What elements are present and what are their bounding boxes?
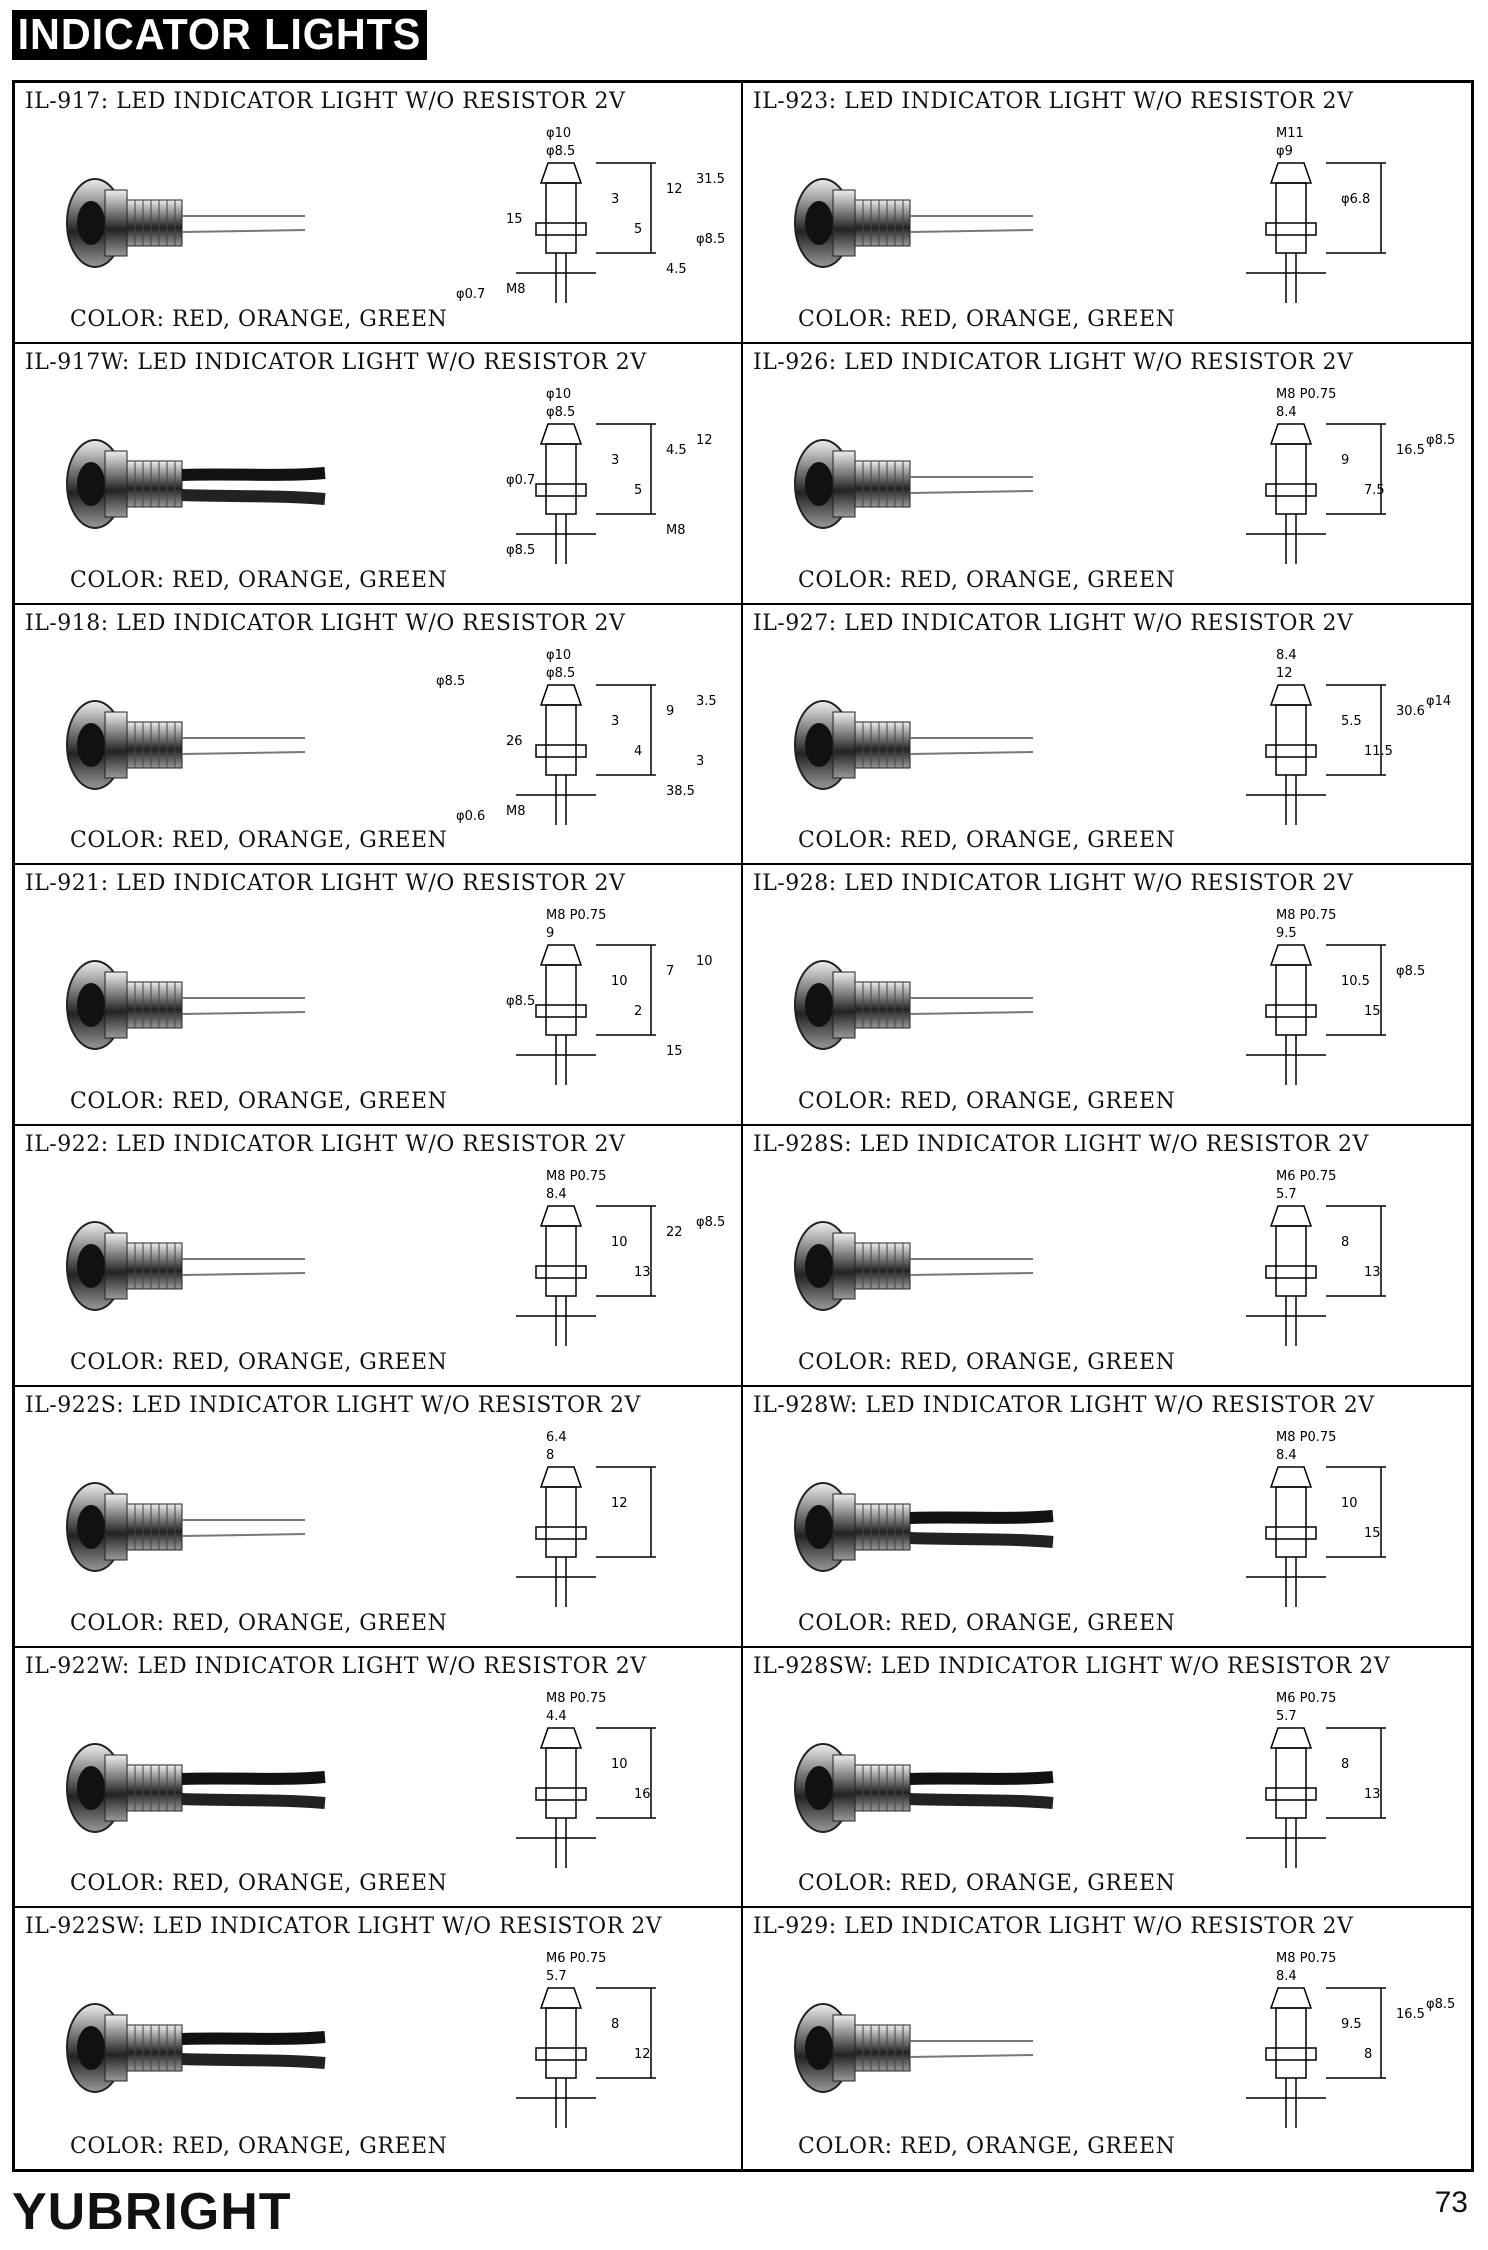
dimension-drawing [1126, 384, 1456, 584]
product-cell [743, 865, 1471, 1126]
product-cell [15, 1387, 743, 1648]
dimension-label: 15 [506, 212, 523, 227]
dimension-label: 16.5 [1396, 2007, 1425, 2023]
dimension-label: 5 [634, 222, 643, 237]
dimension-label: 8 [546, 1447, 555, 1463]
product-photo [783, 920, 1073, 1090]
dimension-label: 8.4 [1276, 1447, 1297, 1463]
product-color-options: COLOR: RED, ORANGE, GREEN [798, 828, 1176, 854]
dimension-label: M11 [1276, 126, 1304, 141]
dimension-label: 13 [1364, 1786, 1381, 1802]
dimension-label: φ10 [546, 386, 572, 402]
product-title: IL-923: LED INDICATOR LIGHT W/O RESISTOR 2V [753, 89, 1354, 114]
dimension-label: 6.4 [546, 1429, 567, 1445]
dimension-label: 15 [666, 1044, 683, 1060]
dimension-label: 10 [696, 954, 713, 970]
dimension-label: φ8.5 [546, 144, 576, 159]
dimension-label: 10.5 [1341, 974, 1370, 990]
dimension-label: M8 P0.75 [1276, 908, 1337, 924]
dimension-label: 8.4 [1276, 647, 1297, 663]
product-cell [15, 83, 743, 344]
dimension-label: 15 [1364, 1525, 1381, 1541]
product-photo [55, 1963, 345, 2133]
dimension-drawing [396, 384, 726, 584]
product-title: IL-928S: LED INDICATOR LIGHT W/O RESISTOR 2V [753, 1132, 1369, 1157]
dimension-label: M6 P0.75 [546, 1951, 607, 1967]
dimension-label: 12 [696, 432, 713, 448]
product-cell [743, 605, 1471, 866]
dimension-label: φ8.5 [506, 994, 536, 1010]
dimension-label: M6 P0.75 [1276, 1169, 1337, 1184]
product-photo [55, 1181, 345, 1351]
dimension-label: 13 [634, 1265, 651, 1280]
dimension-label: 10 [1341, 1495, 1358, 1511]
product-title: IL-928W: LED INDICATOR LIGHT W/O RESISTOR 2V [753, 1392, 1375, 1418]
dimension-label: φ8.5 [1426, 1997, 1456, 2013]
dimension-label: 3 [696, 753, 705, 769]
product-grid [12, 80, 1474, 2172]
product-color-options: COLOR: RED, ORANGE, GREEN [798, 306, 1176, 332]
product-title: IL-922S: LED INDICATOR LIGHT W/O RESISTOR 2V [25, 1392, 641, 1418]
dimension-label: 5.7 [1276, 1708, 1297, 1724]
product-cell [743, 1387, 1471, 1648]
dimension-label: 3 [611, 452, 620, 468]
product-title: IL-917: LED INDICATOR LIGHT W/O RESISTOR 2V [25, 89, 626, 114]
dimension-label: φ8.5 [546, 404, 576, 420]
dimension-label: 2 [634, 1004, 643, 1020]
dimension-label: φ10 [546, 126, 572, 141]
dimension-label: 8 [611, 2017, 620, 2033]
product-color-options: COLOR: RED, ORANGE, GREEN [798, 1610, 1176, 1636]
product-cell [15, 344, 743, 605]
product-color-options: COLOR: RED, ORANGE, GREEN [70, 2134, 448, 2159]
product-cell [15, 605, 743, 866]
dimension-label: φ8.5 [1426, 432, 1456, 448]
product-color-options: COLOR: RED, ORANGE, GREEN [70, 1610, 448, 1636]
dimension-label: φ0.6 [456, 808, 486, 824]
dimension-label: 8.4 [546, 1187, 567, 1202]
dimension-drawing [396, 123, 726, 323]
dimension-label: 4.5 [666, 262, 687, 277]
dimension-drawing [396, 1688, 726, 1888]
dimension-drawing [1126, 645, 1456, 845]
dimension-label: φ0.7 [506, 472, 536, 488]
dimension-label: M8 [506, 803, 526, 819]
product-photo [55, 138, 345, 308]
product-color-options: COLOR: RED, ORANGE, GREEN [70, 1089, 448, 1114]
dimension-label: 22 [666, 1225, 683, 1240]
product-title: IL-917W: LED INDICATOR LIGHT W/O RESISTOR 2V [25, 349, 647, 375]
dimension-label: φ8.5 [696, 232, 726, 247]
dimension-drawing [1126, 123, 1456, 323]
product-photo [783, 1963, 1073, 2133]
product-photo [55, 399, 345, 569]
product-color-options: COLOR: RED, ORANGE, GREEN [70, 567, 448, 593]
dimension-label: 5.5 [1341, 713, 1362, 729]
dimension-label: 3 [611, 713, 620, 729]
dimension-label: 8 [1341, 1756, 1350, 1772]
dimension-drawing [1126, 1166, 1456, 1366]
dimension-label: M8 P0.75 [546, 1690, 607, 1706]
dimension-label: M8 [506, 282, 526, 297]
dimension-drawing [1126, 1688, 1456, 1888]
dimension-label: 10 [611, 1235, 628, 1250]
dimension-label: 5.7 [546, 1969, 567, 1985]
product-title: IL-922SW: LED INDICATOR LIGHT W/O RESISTOR 2V [25, 1914, 663, 1940]
dimension-label: 8.4 [1276, 404, 1297, 420]
product-title: IL-929: LED INDICATOR LIGHT W/O RESISTOR 2V [753, 1914, 1354, 1940]
dimension-label: 13 [1364, 1265, 1381, 1280]
dimension-label: M8 [666, 522, 686, 538]
dimension-label: 7.5 [1364, 482, 1385, 498]
dimension-label: 7 [666, 964, 675, 980]
product-title: IL-922W: LED INDICATOR LIGHT W/O RESISTOR 2V [25, 1653, 647, 1679]
dimension-label: 9 [1341, 452, 1350, 468]
product-color-options: COLOR: RED, ORANGE, GREEN [798, 1089, 1176, 1114]
product-photo [55, 660, 345, 830]
dimension-label: φ9 [1276, 144, 1293, 159]
product-color-options: COLOR: RED, ORANGE, GREEN [70, 1871, 448, 1897]
dimension-label: 4 [634, 743, 643, 759]
product-photo [783, 1442, 1073, 1612]
dimension-label: φ0.7 [456, 287, 486, 302]
product-color-options: COLOR: RED, ORANGE, GREEN [798, 1349, 1176, 1375]
dimension-drawing [396, 645, 726, 845]
product-photo [783, 399, 1073, 569]
dimension-label: φ14 [1426, 693, 1452, 709]
product-cell [15, 1908, 743, 2169]
dimension-drawing [396, 1166, 726, 1366]
dimension-label: 8.4 [1276, 1969, 1297, 1985]
product-title: IL-928SW: LED INDICATOR LIGHT W/O RESISTOR 2V [753, 1653, 1391, 1679]
product-photo [783, 138, 1073, 308]
brand-logo: YUBRIGHT [12, 2183, 292, 2241]
dimension-label: 9.5 [1276, 926, 1297, 942]
product-cell [15, 865, 743, 1126]
dimension-label: 12 [611, 1495, 628, 1511]
product-color-options: COLOR: RED, ORANGE, GREEN [798, 2134, 1176, 2159]
dimension-label: 8 [1364, 2047, 1373, 2063]
dimension-label: 26 [506, 733, 523, 749]
product-color-options: COLOR: RED, ORANGE, GREEN [70, 828, 448, 854]
product-color-options: COLOR: RED, ORANGE, GREEN [70, 306, 448, 332]
product-title: IL-918: LED INDICATOR LIGHT W/O RESISTOR 2V [25, 610, 626, 636]
dimension-label: 30.6 [1396, 703, 1425, 719]
dimension-label: M8 P0.75 [1276, 1951, 1337, 1967]
dimension-label: M6 P0.75 [1276, 1690, 1337, 1706]
dimension-label: 12 [1276, 665, 1293, 681]
product-title: IL-928: LED INDICATOR LIGHT W/O RESISTOR 2V [753, 871, 1354, 897]
dimension-label: M8 P0.75 [1276, 1429, 1337, 1445]
product-cell [743, 83, 1471, 344]
dimension-label: 38.5 [666, 783, 695, 799]
dimension-drawing [1126, 1948, 1456, 2148]
dimension-label: 3.5 [696, 693, 717, 709]
dimension-label: 10 [611, 1756, 628, 1772]
dimension-label: 4.5 [666, 442, 687, 458]
page-number: 73 [1434, 2186, 1468, 2219]
dimension-label: 9.5 [1341, 2017, 1362, 2033]
product-photo [55, 1442, 345, 1612]
dimension-label: φ10 [546, 647, 572, 663]
dimension-label: φ8.5 [546, 665, 576, 681]
dimension-label: 5 [634, 482, 643, 498]
product-color-options: COLOR: RED, ORANGE, GREEN [70, 1349, 448, 1375]
product-title: IL-927: LED INDICATOR LIGHT W/O RESISTOR 2V [753, 610, 1354, 636]
dimension-label: M8 P0.75 [546, 1169, 607, 1184]
dimension-drawing [1126, 905, 1456, 1105]
dimension-label: 31.5 [696, 172, 725, 187]
dimension-label: φ8.5 [696, 1215, 726, 1230]
dimension-label: 5.7 [1276, 1187, 1297, 1202]
product-photo [55, 1703, 345, 1873]
product-photo [783, 1703, 1073, 1873]
product-color-options: COLOR: RED, ORANGE, GREEN [798, 1871, 1176, 1897]
dimension-label: 10 [611, 974, 628, 990]
dimension-drawing [1126, 1427, 1456, 1627]
product-cell [743, 1908, 1471, 2169]
dimension-label: 16 [634, 1786, 651, 1802]
dimension-label: 9 [666, 703, 675, 719]
dimension-label: 9 [546, 926, 555, 942]
dimension-drawing [396, 1427, 726, 1627]
product-cell [743, 344, 1471, 605]
product-title: IL-922: LED INDICATOR LIGHT W/O RESISTOR 2V [25, 1132, 626, 1157]
dimension-label: 3 [611, 192, 620, 207]
dimension-label: φ8.5 [1396, 964, 1426, 980]
product-title: IL-921: LED INDICATOR LIGHT W/O RESISTOR 2V [25, 871, 626, 897]
product-cell [15, 1648, 743, 1909]
dimension-drawing [396, 905, 726, 1105]
dimension-label: φ8.5 [506, 542, 536, 558]
product-cell [743, 1126, 1471, 1387]
product-title: IL-926: LED INDICATOR LIGHT W/O RESISTOR 2V [753, 349, 1354, 375]
dimension-drawing [396, 1948, 726, 2148]
product-photo [783, 1181, 1073, 1351]
dimension-label: 12 [666, 182, 683, 197]
product-cell [15, 1126, 743, 1387]
dimension-label: 11.5 [1364, 743, 1393, 759]
product-photo [55, 920, 345, 1090]
dimension-label: M8 P0.75 [1276, 386, 1337, 402]
product-color-options: COLOR: RED, ORANGE, GREEN [798, 567, 1176, 593]
product-cell [743, 1648, 1471, 1909]
product-photo [783, 660, 1073, 830]
dimension-label: 16.5 [1396, 442, 1425, 458]
dimension-label: M8 P0.75 [546, 908, 607, 924]
dimension-label: φ8.5 [436, 673, 466, 689]
dimension-label: φ6.8 [1341, 192, 1371, 207]
dimension-label: 12 [634, 2047, 651, 2063]
page-title: INDICATOR LIGHTS [12, 10, 427, 60]
dimension-label: 4.4 [546, 1708, 567, 1724]
dimension-label: 15 [1364, 1004, 1381, 1020]
dimension-label: 8 [1341, 1235, 1350, 1250]
